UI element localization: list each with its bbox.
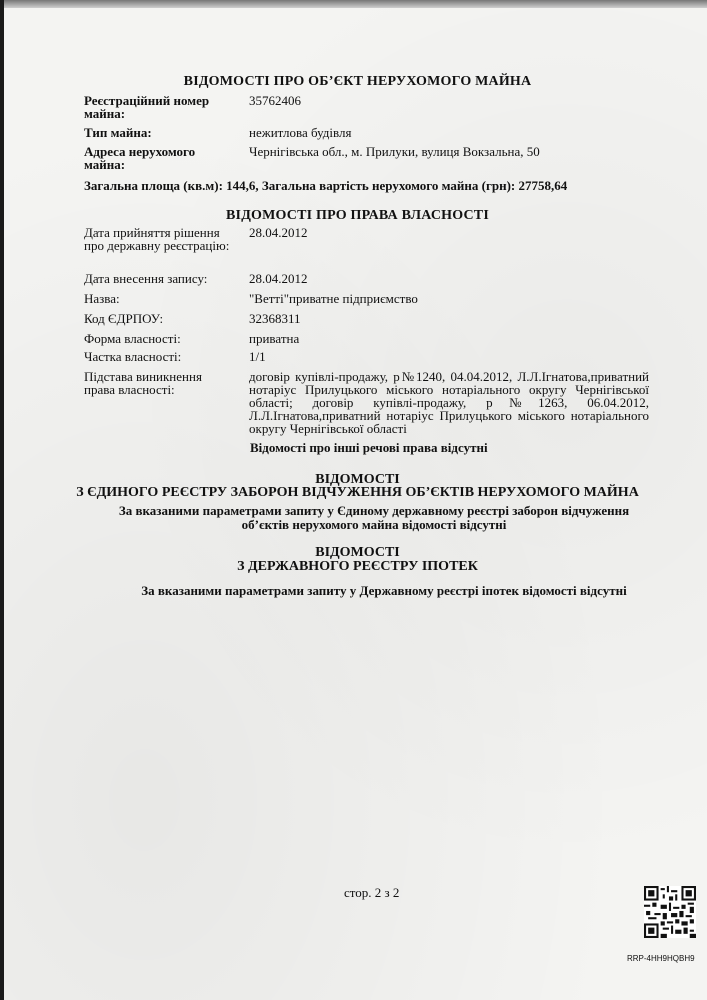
other-rights-note: Відомості про інші речові права відсутні — [250, 440, 488, 455]
name-value: "Ветті"приватне підприємство — [249, 291, 418, 306]
ownership-form-value: приватна — [249, 331, 300, 346]
object-section-title: ВІДОМОСТІ ПРО ОБ’ЄКТ НЕРУХОМОГО МАЙНА — [183, 74, 532, 89]
basis-label: Підстава виникнення права власності: — [84, 369, 202, 397]
address-value: Чернігівська обл., м. Прилуки, вулиця Вокзальна, 50 — [249, 144, 540, 159]
qr-code-text: RRP-4HH9HQBH9 — [627, 954, 695, 963]
edrpou-value: 32368311 — [249, 311, 301, 326]
ownership-form-label: Форма власності: — [84, 331, 181, 346]
name-label: Назва: — [84, 291, 120, 306]
scan-edge — [4, 0, 707, 8]
qr-code-image — [644, 886, 696, 938]
entry-date-label: Дата внесення запису: — [84, 271, 208, 286]
bans-note: За вказаними параметрами запиту у Єдиному державному реєстрі заборон відчуження об’єктів нерухомого майна відомості відсутні — [118, 503, 630, 532]
edrpou-label: Код ЄДРПОУ: — [84, 311, 164, 326]
reg-number-value: 35762406 — [249, 93, 301, 108]
page-number: стор. 2 з 2 — [344, 885, 400, 900]
mortgage-title-line2: З ДЕРЖАВНОГО РЕЄСТРУ ІПОТЕК — [237, 559, 478, 574]
rights-section-title: ВІДОМОСТІ ПРО ПРАВА ВЛАСНОСТІ — [226, 208, 489, 223]
mortgage-note: За вказаними параметрами запиту у Державному реєстрі іпотек відомості відсутні — [141, 583, 627, 598]
bans-title-line1: ВІДОМОСТІ — [315, 472, 400, 487]
decision-date-label: Дата прийняття рішення про державну реєстрацію: — [84, 225, 230, 253]
area-value-line: Загальна площа (кв.м): 144,6, Загальна вартість нерухомого майна (грн): 27758,64 — [84, 178, 568, 193]
address-label: Адреса нерухомого майна: — [84, 144, 196, 172]
decision-date-value: 28.04.2012 — [249, 225, 308, 240]
type-label: Тип майна: — [84, 125, 152, 140]
share-value: 1/1 — [249, 349, 266, 364]
entry-date-value: 28.04.2012 — [249, 271, 308, 286]
reg-number-label: Реєстраційний номер майна: — [84, 93, 210, 121]
share-label: Частка власності: — [84, 349, 182, 364]
basis-value: договір купівлі-продажу, р№1240, 04.04.2012, Л.Л.Ігнатова,приватний нотаріус Прилуцького міського нотаріального округу Чернігівської області; договір купівлі-продажу, р№1263, 06.04.2012, Л.Л.Ігнатова,приватний нотаріус Прилуцького міського нотаріального округу Чернігівської області — [249, 369, 649, 436]
type-value: нежитлова будівля — [249, 125, 352, 140]
bans-title-line2: З ЄДИНОГО РЕЄСТРУ ЗАБОРОН ВІДЧУЖЕННЯ ОБ’ЄКТІВ НЕРУХОМОГО МАЙНА — [76, 485, 639, 500]
mortgage-title-line1: ВІДОМОСТІ — [315, 545, 400, 560]
